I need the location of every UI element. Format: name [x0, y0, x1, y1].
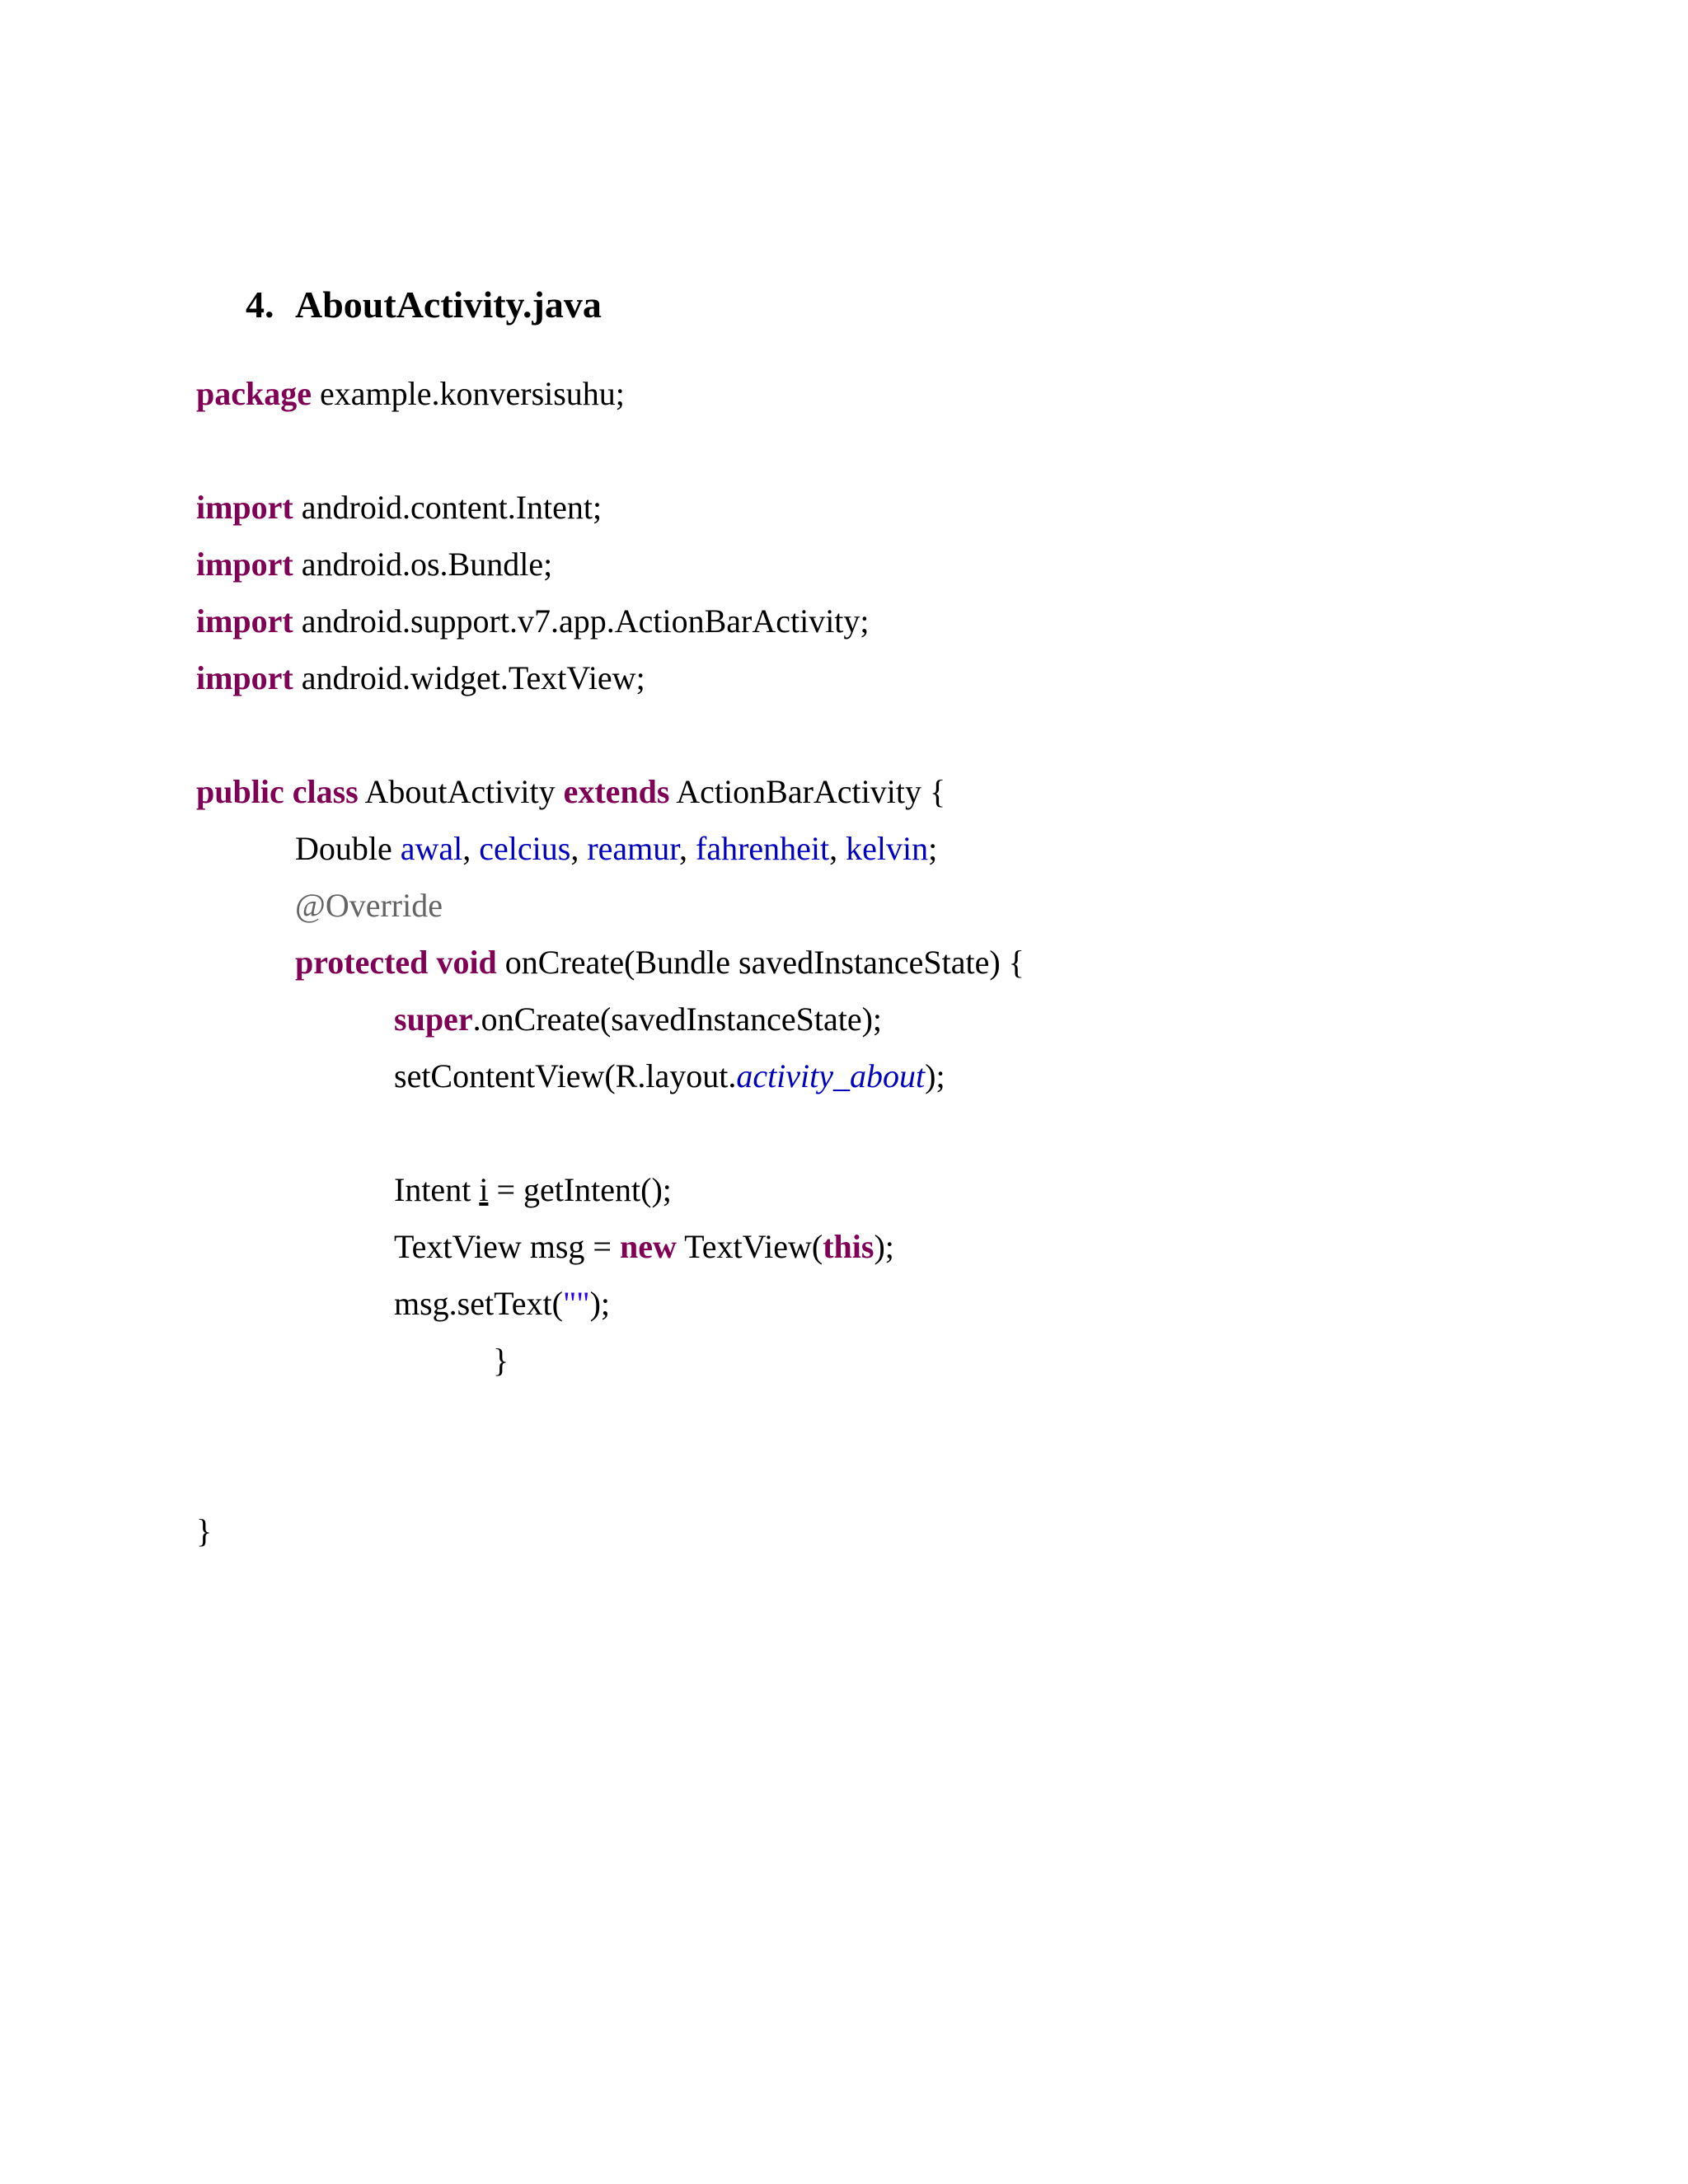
method-close-brace: [196, 1332, 1597, 1389]
field-name: awal: [400, 830, 463, 867]
field-terminator: ;: [928, 830, 938, 867]
field-separator: ,: [679, 830, 696, 867]
super-call-line: [196, 991, 1597, 1047]
intent-line: [196, 1161, 1597, 1218]
field-declaration-line: [196, 820, 1597, 877]
import-path: android.widget.TextView;: [293, 659, 645, 696]
keyword-public: public: [196, 773, 284, 810]
keyword-new: new: [619, 1228, 677, 1265]
keyword-import: import: [196, 602, 293, 640]
class-declaration-line: [196, 763, 1597, 820]
textview-prefix: TextView msg =: [394, 1228, 620, 1265]
textview-line: [196, 1218, 1597, 1275]
parent-class: ActionBarActivity {: [669, 773, 946, 810]
import-path: android.support.v7.app.ActionBarActivity;: [293, 602, 870, 640]
override-annotation: @Override: [295, 887, 443, 924]
method-close: }: [493, 1342, 509, 1379]
blank-line: [196, 1104, 1597, 1161]
keyword-protected: protected: [295, 944, 429, 981]
keyword-super: super: [394, 1001, 473, 1038]
import-path: android.os.Bundle;: [293, 546, 553, 583]
import-line: [196, 479, 1597, 536]
field-separator: ,: [462, 830, 480, 867]
blank-line: [196, 1446, 1597, 1502]
keyword-extends: extends: [563, 773, 670, 810]
set-content-prefix: setContentView(R.layout.: [394, 1057, 737, 1094]
keyword-import: import: [196, 489, 293, 526]
code-block: [196, 365, 1597, 1559]
intent-suffix: = getIntent();: [488, 1171, 672, 1208]
import-line: [196, 536, 1597, 593]
class-close-brace: [196, 1502, 1597, 1559]
settext-suffix: );: [589, 1285, 611, 1322]
import-line: [196, 649, 1597, 706]
keyword-class: class: [292, 773, 359, 810]
textview-mid: TextView(: [676, 1228, 823, 1265]
keyword-import: import: [196, 659, 293, 696]
heading-title: AboutActivity.java: [295, 284, 602, 326]
heading-number: 4.: [246, 284, 274, 326]
import-line: [196, 593, 1597, 649]
field-name: reamur: [587, 830, 680, 867]
method-signature: onCreate(Bundle savedInstanceState) {: [496, 944, 1025, 981]
blank-line: [196, 1389, 1597, 1446]
field-separator: ,: [829, 830, 846, 867]
section-heading: [246, 280, 602, 330]
super-call-rest: .onCreate(savedInstanceState);: [472, 1001, 883, 1038]
keyword-import: import: [196, 546, 293, 583]
keyword-package: package: [196, 375, 312, 412]
keyword-this: this: [823, 1228, 874, 1265]
import-path: android.content.Intent;: [293, 489, 603, 526]
settext-prefix: msg.setText(: [394, 1285, 563, 1322]
class-close: }: [196, 1512, 213, 1549]
settext-line: [196, 1275, 1597, 1332]
field-separator: ,: [570, 830, 588, 867]
keyword-void: void: [436, 944, 497, 981]
method-declaration-line: [196, 934, 1597, 991]
package-line: [196, 365, 1597, 422]
field-type: Double: [295, 830, 401, 867]
set-content-suffix: );: [925, 1057, 945, 1094]
field-name: kelvin: [846, 830, 929, 867]
class-name: AboutActivity: [358, 773, 564, 810]
blank-line: [196, 422, 1597, 479]
textview-suffix: );: [874, 1228, 894, 1265]
set-content-view-line: [196, 1047, 1597, 1104]
field-name: celcius: [479, 830, 571, 867]
empty-string-literal: "": [562, 1285, 590, 1322]
field-name: fahrenheit: [696, 830, 830, 867]
blank-line: [196, 706, 1597, 763]
package-name: example.konversisuhu;: [312, 375, 625, 412]
intent-variable: i: [479, 1171, 489, 1208]
layout-field: activity_about: [736, 1057, 926, 1094]
intent-prefix: Intent: [394, 1171, 480, 1208]
annotation-line: [196, 877, 1597, 934]
